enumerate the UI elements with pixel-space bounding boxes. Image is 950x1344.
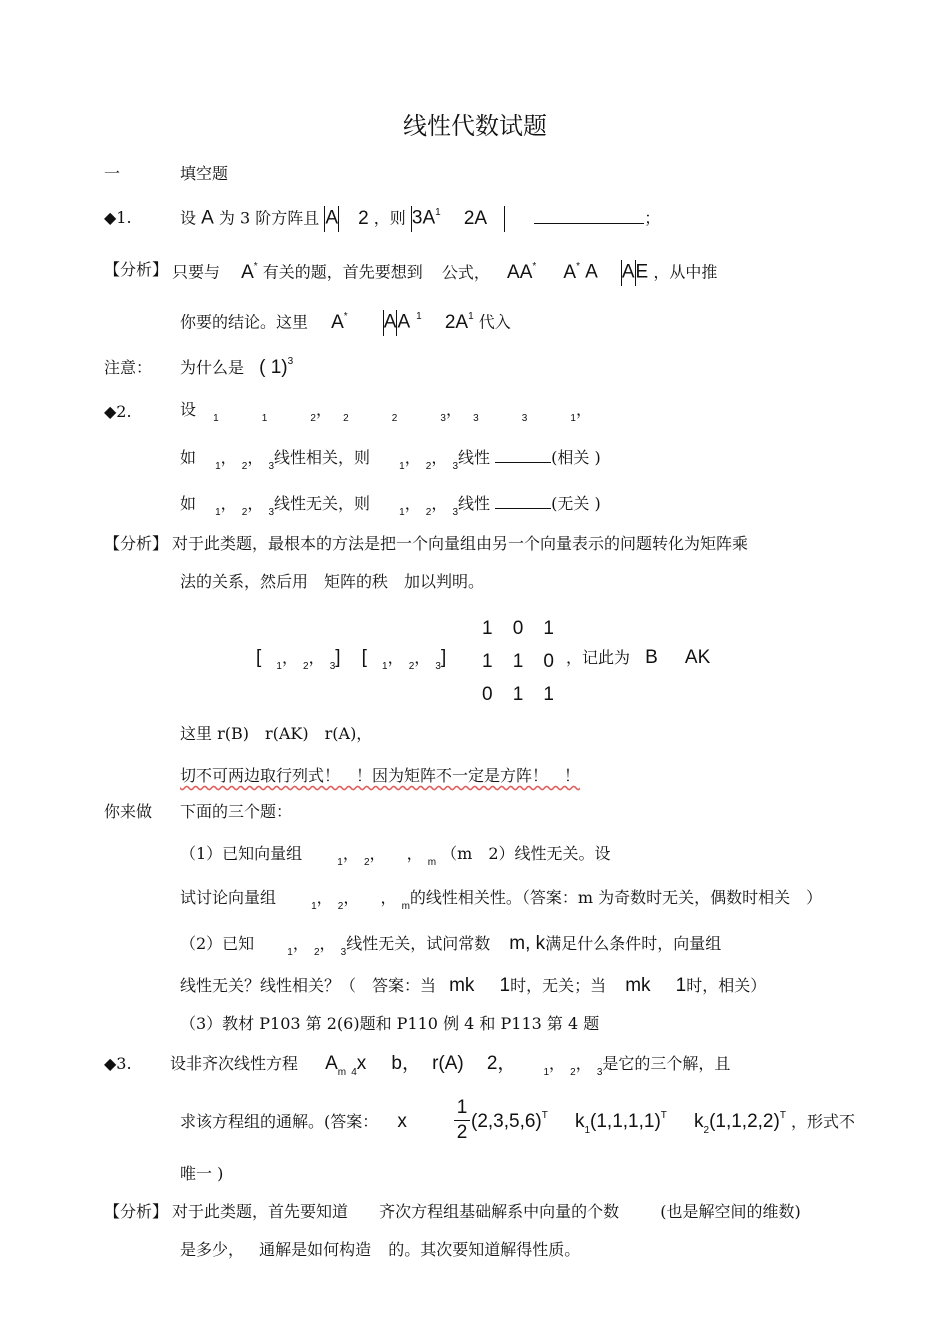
analysis1-text: 有关的题，首先要想到 xyxy=(262,262,423,282)
det-a: A xyxy=(621,261,635,283)
exp-sup: 1 xyxy=(468,310,474,322)
a-star-symbol: A xyxy=(331,311,344,333)
identity-e: E xyxy=(635,261,649,283)
q3-text: 求该方程组的通解。(答案： xyxy=(180,1112,379,1131)
q1-3a: 3A xyxy=(411,207,436,229)
q1-semi: ； xyxy=(644,208,661,228)
subscript: 2 xyxy=(343,413,349,424)
q1-pre: 设 xyxy=(180,208,197,228)
subscript: 2 xyxy=(408,661,415,672)
analysis1-text: 你要的结论。这里 xyxy=(180,312,309,332)
q2-text: 线性相关，则 xyxy=(274,448,371,467)
q3-text: 是它的三个解，且 xyxy=(602,1054,731,1073)
q3-label: ◆3. xyxy=(104,1054,132,1073)
practice-p2-line2 xyxy=(180,976,766,996)
q2-text: ， xyxy=(404,448,421,467)
q2-text: 线性无关，则 xyxy=(274,494,371,513)
subscript: 1 xyxy=(399,507,405,518)
subscript: 3 xyxy=(435,661,441,672)
analysis1-text: 只要与 xyxy=(172,262,221,282)
subscript: 4 xyxy=(351,1067,357,1078)
rank-a: r(A) xyxy=(432,1053,464,1074)
subscript: 3 xyxy=(340,947,347,958)
subscript: 1 xyxy=(213,413,219,424)
matrix-row xyxy=(482,645,554,678)
analysis3-text: (也是解空间的维数) xyxy=(660,1202,801,1221)
subscript: 3 xyxy=(473,413,479,424)
mk-symbol: mk xyxy=(625,975,651,996)
practice-p2-line1 xyxy=(180,934,721,957)
subscript: 3 xyxy=(268,461,275,472)
q1-det-a: A xyxy=(325,207,339,229)
subscript: 3 xyxy=(596,1067,603,1078)
analysis3-label: 【分析】 xyxy=(104,1202,169,1221)
analysis2-label: 【分析】 xyxy=(104,534,169,553)
note-text: 为什么是 xyxy=(180,358,245,377)
practice-label: 你来做 xyxy=(104,802,153,821)
practice-text: （1）已知向量组 xyxy=(180,844,303,863)
q2-answer-blank xyxy=(495,494,551,509)
q2-text: ， xyxy=(414,648,431,667)
subscript: m xyxy=(337,1067,347,1078)
subscript: 1 xyxy=(399,461,405,472)
matrix-cell: 1 xyxy=(512,651,524,672)
q1-val: 2 xyxy=(358,207,369,229)
q3-line3: 唯一 ) xyxy=(180,1164,224,1183)
subscript: 2 xyxy=(703,1125,710,1136)
exp-sup: 1 xyxy=(416,310,422,322)
q3-line1 xyxy=(170,1054,730,1077)
q2-text: 线性 xyxy=(458,494,491,513)
coef-k: k xyxy=(574,1111,585,1132)
subscript: 1 xyxy=(276,661,282,672)
subscript: 2 xyxy=(313,947,320,958)
subscript: 3 xyxy=(452,507,459,518)
q3-text: ，形式不 xyxy=(791,1112,856,1131)
note-exp: 3 xyxy=(287,356,294,367)
practice-text: 时，无关；当 xyxy=(510,976,607,995)
practice-text: 时，相关） xyxy=(686,976,767,995)
a-symbol: A xyxy=(585,261,598,283)
q1-then: ，则 xyxy=(373,208,406,228)
matrix-note-text: ，记此为 xyxy=(566,648,631,667)
q2-text: ， xyxy=(220,494,237,513)
subscript: 2 xyxy=(241,507,248,518)
fraction-one-half xyxy=(453,1096,471,1145)
q2-answer: (无关 ) xyxy=(551,494,601,513)
var-x: x xyxy=(356,1053,367,1074)
analysis2-line1: 对于此类题，最根本的方法是把一个向量组由另一个向量表示的问题转化为矩阵乘 xyxy=(172,534,749,553)
practice-text: 满足什么条件时，向量组 xyxy=(545,934,722,953)
analysis2-line2: 法的关系，然后用 矩阵的秩 加以判明。 xyxy=(180,572,485,591)
practice-p1-line1 xyxy=(180,844,611,867)
practice-text: （m 2）线性无关。设 xyxy=(441,844,611,863)
page-title: 线性代数试题 xyxy=(403,112,547,140)
practice-intro: 下面的三个题： xyxy=(180,802,293,821)
matrix-cell: 0 xyxy=(482,684,493,705)
left-bracket: [ xyxy=(256,647,262,668)
q2-text: ， xyxy=(431,494,448,513)
subscript: 1 xyxy=(215,507,221,518)
q2-text: ， xyxy=(319,934,336,953)
analysis3-text: 对于此类题，首先要知道 xyxy=(172,1202,349,1221)
subscript: 2 xyxy=(425,507,432,518)
analysis3-line1 xyxy=(172,1202,801,1222)
det-bar xyxy=(338,206,339,232)
var-b: b， xyxy=(391,1053,421,1074)
mk-symbol: mk xyxy=(449,975,475,996)
q2-text: ， xyxy=(220,448,237,467)
subscript: 2 xyxy=(425,461,432,472)
subscript: 2 xyxy=(310,413,316,424)
q2-line1 xyxy=(180,400,592,423)
analysis1-line1 xyxy=(172,260,717,286)
q2-text: ， xyxy=(343,888,360,907)
q2-text: ， xyxy=(281,648,298,667)
aa-symbol: AA xyxy=(507,261,533,283)
transpose: T xyxy=(779,1110,786,1121)
transpose: T xyxy=(660,1110,667,1121)
subscript: 1 xyxy=(570,413,576,424)
subscript: 3 xyxy=(521,413,528,424)
a-symbol: A xyxy=(397,311,411,333)
matrix-b: B xyxy=(645,647,658,668)
rank-line: 这里 r(B) r(AK) r(A)， xyxy=(180,724,373,743)
matrix-a: A xyxy=(325,1053,338,1074)
q1-line xyxy=(180,206,660,232)
q3-solution xyxy=(471,1112,855,1135)
subscript: 1 xyxy=(287,947,293,958)
q2-text: ， xyxy=(247,448,264,467)
constants-mk: m, k xyxy=(509,933,546,954)
q2-text: ， xyxy=(315,400,332,419)
q2-text: ， xyxy=(575,400,592,419)
warning-line: 切不可两边取行列式！ ！因为矩阵不一定是方阵！ ！ xyxy=(180,766,581,785)
subscript: 1 xyxy=(261,413,268,424)
q2-line3 xyxy=(180,494,601,517)
q2-text: ， xyxy=(549,1054,566,1073)
q2-text: ， xyxy=(431,448,448,467)
subscript: 1 xyxy=(382,661,388,672)
analysis1-line2 xyxy=(180,310,511,336)
subscript: 3 xyxy=(452,461,459,472)
q1-2a: 2A xyxy=(463,207,488,229)
practice-text: 的线性相关性。（答案：m 为奇数时无关，偶数时相关 ） xyxy=(409,888,823,907)
analysis3-text: 齐次方程组基础解系中向量的个数 xyxy=(379,1202,620,1221)
one-symbol: 1 xyxy=(675,975,687,996)
q2-text: ， xyxy=(308,648,325,667)
q1-a: A xyxy=(201,207,214,229)
analysis1-text: ，从中推 xyxy=(653,262,718,282)
q2-text: ， xyxy=(342,844,359,863)
note-label: 注意： xyxy=(104,358,153,377)
matrix-cell: 0 xyxy=(543,651,554,672)
q2-text: ， xyxy=(406,844,423,863)
left-bracket: [ xyxy=(361,647,367,668)
section-name: 填空题 xyxy=(180,164,229,183)
fraction-numerator: 1 xyxy=(456,1097,468,1118)
q2-text: ， xyxy=(380,888,397,907)
q2-text: 如 xyxy=(180,448,197,467)
matrix-note xyxy=(566,648,710,668)
coefficient-matrix xyxy=(482,612,572,711)
matrix-cell: 1 xyxy=(543,618,554,639)
subscript: 2 xyxy=(363,857,370,868)
q2-answer: (相关 ) xyxy=(551,448,601,467)
subscript: 2 xyxy=(337,901,344,912)
practice-p3: （3）教材 P103 第 2(6)题和 P110 例 4 和 P113 第 4 题 xyxy=(180,1014,600,1033)
matrix-cell: 1 xyxy=(512,684,524,705)
one-symbol: 1 xyxy=(499,975,511,996)
subscript: 3 xyxy=(329,661,336,672)
matrix-cell: 1 xyxy=(482,618,493,639)
analysis3-text: 的。其次要知道解得性质。 xyxy=(388,1240,581,1259)
subscript: 1 xyxy=(215,461,221,472)
note-line xyxy=(180,358,293,381)
subscript: 2 xyxy=(303,661,309,672)
basis-vector: (1,1,1,1) xyxy=(590,1111,661,1132)
subscript: 1 xyxy=(543,1067,550,1078)
q1-label: ◆1. xyxy=(104,208,132,227)
practice-text: （2）已知 xyxy=(180,934,255,953)
two-a: 2A xyxy=(444,311,469,333)
det-bar xyxy=(504,206,505,232)
fraction-denominator: 2 xyxy=(456,1122,468,1143)
matrix-ak: AK xyxy=(684,647,711,668)
q3-text: 设非齐次线性方程 xyxy=(170,1054,299,1073)
matrix-cell: 0 xyxy=(512,618,524,639)
subscript: m xyxy=(401,901,410,912)
q3-line2 xyxy=(180,1112,407,1132)
q2-text: ， xyxy=(575,1054,592,1073)
subscript: m xyxy=(427,857,437,868)
a-symbol: A xyxy=(563,261,577,283)
matrix-row xyxy=(482,612,554,645)
subscript: 1 xyxy=(337,857,343,868)
rank-value: 2， xyxy=(486,1053,517,1074)
subscript: 1 xyxy=(311,901,317,912)
star-sup: * xyxy=(253,260,258,272)
matrix-lhs xyxy=(256,648,446,671)
matrix-cell: 1 xyxy=(482,651,493,672)
star-sup: * xyxy=(532,260,537,272)
analysis3-text: 是多少， xyxy=(180,1240,245,1259)
q1-answer-blank xyxy=(534,209,644,224)
practice-p1-line2 xyxy=(180,888,822,911)
basis-vector: (1,1,2,2) xyxy=(709,1111,780,1132)
matrix-cell: 1 xyxy=(543,684,554,705)
q2-text: ， xyxy=(404,494,421,513)
var-x: x xyxy=(397,1111,407,1132)
star-sup: * xyxy=(576,260,580,272)
subscript: 3 xyxy=(268,507,275,518)
q2-text: ， xyxy=(445,400,462,419)
q2-text: ， xyxy=(292,934,309,953)
q1-mid: 为 3 阶方阵且 xyxy=(218,208,320,228)
particular-solution: (2,3,5,6) xyxy=(471,1111,542,1132)
subscript: 1 xyxy=(584,1125,591,1136)
det-a: A xyxy=(383,311,397,333)
subscript: 3 xyxy=(440,413,446,424)
analysis1-text: 代入 xyxy=(478,312,511,332)
q2-text: 如 xyxy=(180,494,197,513)
star-sup: * xyxy=(343,310,348,322)
q2-text: ， xyxy=(247,494,264,513)
section-number: 一 xyxy=(104,164,121,183)
practice-text: 线性无关？线性相关？（ 答案：当 xyxy=(180,976,437,995)
analysis1-label: 【分析】 xyxy=(104,260,169,279)
q2-text: ， xyxy=(387,648,404,667)
analysis1-text: 公式， xyxy=(441,262,490,282)
coef-k: k xyxy=(694,1111,704,1132)
subscript: 2 xyxy=(391,413,398,424)
q2-text: ， xyxy=(369,844,386,863)
transpose: T xyxy=(541,1110,548,1121)
subscript: 2 xyxy=(570,1067,576,1078)
subscript: 2 xyxy=(241,461,248,472)
q2-text: 线性 xyxy=(458,448,491,467)
practice-text: 试讨论向量组 xyxy=(180,888,277,907)
q2-text: ， xyxy=(316,888,333,907)
q2-label: ◆2. xyxy=(104,402,132,421)
analysis3-text: 通解是如何构造 xyxy=(259,1240,372,1259)
q2-line2 xyxy=(180,448,601,471)
practice-text: 线性无关，试问常数 xyxy=(346,934,491,953)
matrix-row xyxy=(482,678,554,711)
q2-text: 设 xyxy=(180,400,197,419)
note-expr: ( 1) xyxy=(259,357,288,378)
q2-answer-blank xyxy=(495,448,551,463)
analysis3-line2 xyxy=(180,1240,580,1260)
right-bracket: ] xyxy=(335,647,341,668)
q1-exp: 1 xyxy=(435,206,441,218)
a-star-symbol: A xyxy=(241,261,254,283)
right-bracket: ] xyxy=(440,647,447,668)
